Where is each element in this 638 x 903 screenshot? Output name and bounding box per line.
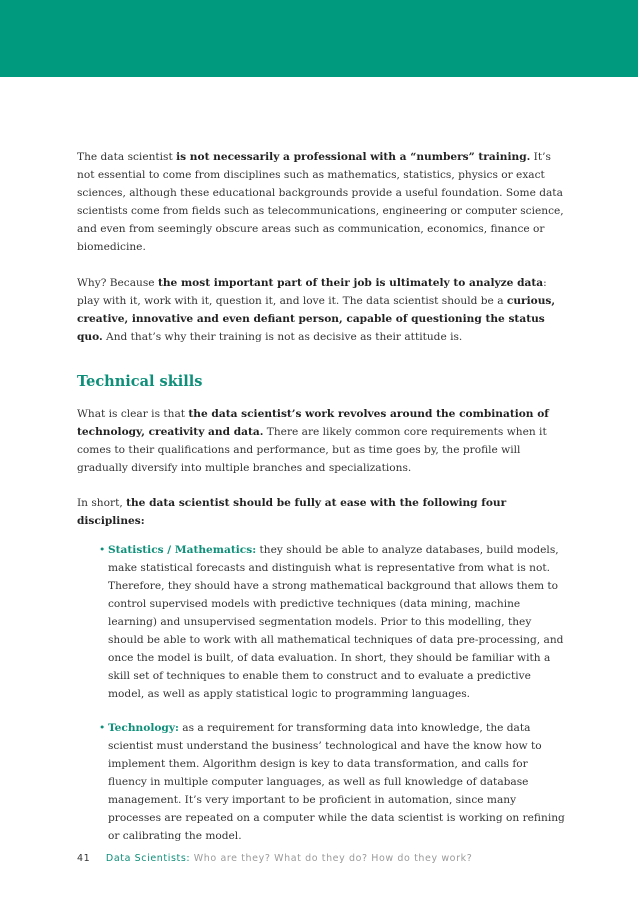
list-item-text: as a requirement for transforming data into knowledge, the data scientist must understand the business’ technological and have the know how to implement them. Algorithm design is key to data transformation, and calls for fluency in multiple computer languages, as well as full knowledge of database management. It’s very important to be proficient in automation, since many processes are repeated on a computer while the data scientist is working on refining or calibrating the model. [108, 722, 565, 842]
emphasis-text: curious, creative, innovative and even defiant person, capable of questioning the status quo. [77, 295, 556, 343]
body-text: The data scientist [77, 151, 177, 163]
section-heading: Technical skills [77, 373, 203, 390]
footer-title-rest: Who are they? What do they do? How do they work? [190, 853, 473, 864]
list-item [99, 541, 565, 703]
header-color-band [0, 0, 638, 77]
body-text: Why? Because [77, 277, 158, 289]
paragraph-four-disciplines [77, 494, 565, 530]
page-footer [77, 853, 472, 864]
bullet-marker: • [99, 722, 106, 734]
list-item [99, 719, 565, 845]
page-body [77, 148, 565, 861]
paragraph-intro [77, 148, 565, 256]
list-item-text: they should be able to analyze databases, build models, make statistical forecasts and distinguish what is representative from what is not. Therefore, they should have a strong mathematical background that allows them to control supervised models with predictive techniques (data mining, machine learning) and unsupervised segmentation models. Prior to this modelling, they should be able to work with all mathematical techniques of data pre-processing, and once the model is built, of data evaluation. In short, they should be familiar with a skill set of techniques to enable them to construct and to evaluate a predictive model, as well as apply statistical logic to programming languages. [108, 544, 564, 700]
emphasis-text: the most important part of their job is ultimately to analyze data [157, 277, 544, 289]
discipline-list [77, 541, 565, 845]
page-number: 41 [77, 853, 91, 864]
emphasis-text: is not necessarily a professional with a “numbers” training. [176, 151, 531, 163]
emphasis-text: the data scientist’s work revolves around the combination of technology, creativity and data. [77, 408, 549, 438]
body-text: : play with it, work with it, question it, and love it. The data scientist should be a [77, 277, 547, 307]
emphasis-text: the data scientist should be fully at ease with the following four disciplines: [77, 497, 507, 527]
paragraph-technical-skills [77, 405, 565, 477]
list-item-term: Statistics / Mathematics: [108, 544, 257, 556]
bullet-marker: • [99, 544, 106, 556]
list-item-term: Technology: [108, 722, 179, 734]
body-text: What is clear is that [77, 408, 189, 420]
body-text: In short, [77, 497, 127, 509]
body-text: And that’s why their training is not as decisive as their attitude is. [102, 331, 463, 343]
body-text: There are likely common core requirements when it comes to their qualifications and performance, but as time goes by, the profile will gradually diversify into multiple branches and specializations. [77, 426, 547, 474]
footer-title-lead: Data Scientists: [105, 853, 191, 864]
paragraph-why [77, 274, 565, 346]
body-text: It’s not essential to come from disciplines such as mathematics, statistics, physics or exact sciences, although these educational backgrounds provide a useful foundation. Some data scientists come from fields such as telecommunications, engineering or computer science, and even from seemingly obscure areas such as communication, economics, finance or biomedicine. [77, 151, 564, 253]
